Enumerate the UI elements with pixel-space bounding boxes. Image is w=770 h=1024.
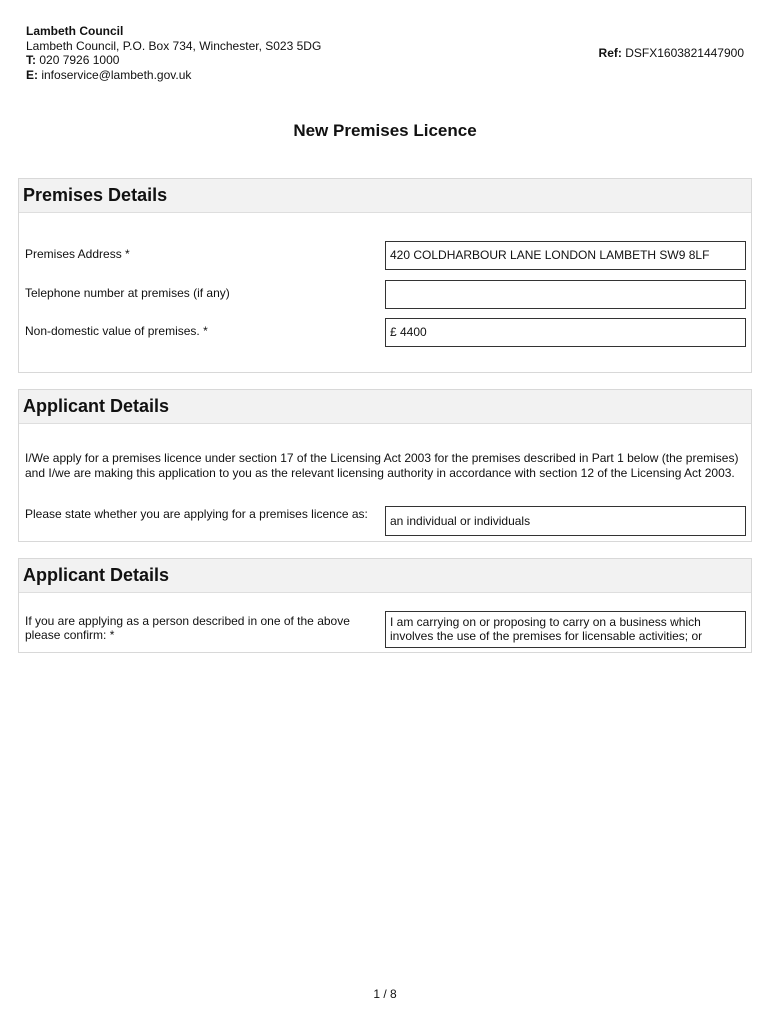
non-domestic-value-field[interactable]: £ 4400	[385, 318, 746, 347]
premises-address-label: Premises Address *	[25, 247, 130, 261]
phone-label: T:	[26, 53, 36, 67]
page-indicator: 1 / 8	[373, 987, 397, 1001]
declaration-paragraph: I/We apply for a premises licence under section 17 of the Licensing Act 2003 for the premises described in Part 1 below (the premises) and I/we are making this application to you as the relevant licensing authority in accordance with section 12 of the Licensing Act 2003.	[25, 451, 739, 480]
email-value: infoservice@lambeth.gov.uk	[41, 67, 192, 82]
reference	[599, 46, 744, 60]
organisation-details	[26, 24, 321, 82]
organisation-email	[26, 68, 321, 83]
section-heading: Applicant Details	[19, 390, 751, 424]
applicant-type-field[interactable]: an individual or individuals	[385, 506, 746, 536]
section-heading: Premises Details	[19, 179, 751, 213]
applicant-details-section	[18, 389, 752, 542]
organisation-name: Lambeth Council	[26, 24, 124, 38]
applicant-confirmation-section	[18, 558, 752, 653]
phone-value: 020 7926 1000	[39, 53, 120, 67]
document-title: New Premises Licence	[293, 121, 477, 140]
reference-label: Ref:	[598, 46, 622, 60]
organisation-address: Lambeth Council, P.O. Box 734, Winchester, S023 5DG	[26, 38, 322, 53]
organisation-phone	[26, 53, 321, 68]
applicant-confirmation-field[interactable]: I am carrying on or proposing to carry on a business which involves the use of the premises for licensable activities; or	[385, 611, 746, 648]
applicant-type-label: Please state whether you are applying for a premises licence as:	[25, 507, 368, 521]
non-domestic-value-label: Non-domestic value of premises. *	[25, 324, 208, 338]
applicant-confirmation-label: If you are applying as a person described in one of the above please confirm: *	[25, 614, 350, 642]
email-label: E:	[26, 67, 38, 82]
section-heading: Applicant Details	[19, 559, 751, 593]
reference-value: DSFX1603821447900	[625, 46, 744, 60]
telephone-label: Telephone number at premises (if any)	[25, 286, 230, 300]
telephone-field[interactable]	[385, 280, 746, 309]
premises-details-section	[18, 178, 752, 373]
premises-address-field[interactable]: 420 COLDHARBOUR LANE LONDON LAMBETH SW9 8LF	[385, 241, 746, 270]
